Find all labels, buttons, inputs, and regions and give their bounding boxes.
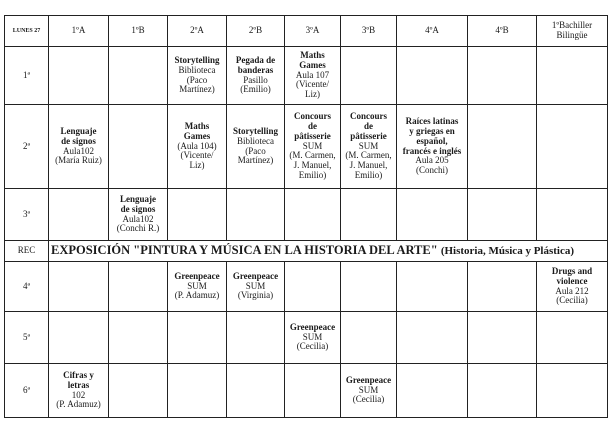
activity-title: Lenguaje xyxy=(60,126,97,137)
group-header-1b: 1ºB xyxy=(109,16,168,47)
cell-empty xyxy=(468,105,537,189)
activity-cell xyxy=(168,47,227,105)
period-row-6 xyxy=(5,364,608,418)
cell-empty xyxy=(109,47,168,105)
cell-empty xyxy=(468,262,537,312)
activity-room: SUM xyxy=(302,140,323,151)
cell-empty xyxy=(468,189,537,241)
cell-empty xyxy=(227,189,285,241)
group-header-4a: 4ºA xyxy=(397,16,468,47)
cell-empty xyxy=(537,47,608,105)
cell-empty xyxy=(397,189,468,241)
activity-cell xyxy=(285,47,341,105)
exhibition-banner xyxy=(49,241,608,262)
activity-teacher: (Vicente/ xyxy=(180,150,214,161)
header-row xyxy=(5,16,608,47)
period-row-2 xyxy=(5,105,608,189)
cell-empty xyxy=(537,189,608,241)
activity-cell xyxy=(49,105,109,189)
activity-room: Aula 107 xyxy=(295,69,330,80)
cell-empty xyxy=(49,312,109,364)
activity-teacher: J. Manuel, xyxy=(349,160,388,171)
activity-title: y griegas en xyxy=(409,126,455,137)
activity-title: Storytelling xyxy=(174,55,220,66)
activity-cell xyxy=(285,105,341,189)
activity-teacher: J. Manuel, xyxy=(293,160,332,171)
cell-empty xyxy=(109,262,168,312)
activity-room: SUM xyxy=(358,140,379,151)
activity-room: Aula102 xyxy=(122,213,154,224)
activity-room: Aula 205 xyxy=(415,155,449,166)
activity-title: letras xyxy=(67,379,90,390)
activity-teacher: (Emilio) xyxy=(240,84,271,95)
cell-empty xyxy=(341,189,397,241)
activity-teacher: (Virginia) xyxy=(237,290,274,301)
activity-teacher: Emilio) xyxy=(354,169,383,180)
period-label: 2ª xyxy=(5,105,49,189)
activity-teacher: Martínez) xyxy=(237,155,274,166)
cell-empty xyxy=(285,364,341,418)
activity-title: Storytelling xyxy=(233,126,278,137)
activity-room: 102 xyxy=(71,389,86,400)
group-header-2b: 2ºB xyxy=(227,16,285,47)
group-header-1a: 1ºA xyxy=(49,16,109,47)
recess-row xyxy=(5,241,608,262)
cell-empty xyxy=(227,364,285,418)
activity-teacher: Liz) xyxy=(305,89,320,100)
activity-teacher: (Conchi R.) xyxy=(116,223,160,234)
group-header-2a: 2ºA xyxy=(168,16,227,47)
activity-title: Lenguaje xyxy=(120,194,156,205)
cell-empty xyxy=(468,364,537,418)
cell-empty xyxy=(168,312,227,364)
activity-cell xyxy=(285,312,341,364)
period-row-4 xyxy=(5,262,608,312)
activity-title: pâtisserie xyxy=(350,130,387,141)
activity-title: Greenpeace xyxy=(345,374,392,385)
group-header-3b: 3ºB xyxy=(341,16,397,47)
activity-cell xyxy=(168,262,227,312)
activity-cell xyxy=(109,189,168,241)
activity-teacher: Martínez) xyxy=(179,84,215,95)
cell-empty xyxy=(468,47,537,105)
period-row-3 xyxy=(5,189,608,241)
group-header-4b: 4ºB xyxy=(468,16,537,47)
schedule-table xyxy=(4,15,608,418)
period-label: 6ª xyxy=(5,364,49,418)
activity-title: Greenpeace xyxy=(232,270,279,281)
period-label: 1ª xyxy=(5,47,49,105)
activity-title: Games xyxy=(299,59,326,70)
activity-title: Raíces latinas xyxy=(405,116,459,127)
activity-title: de xyxy=(308,121,317,132)
cell-empty xyxy=(227,312,285,364)
activity-room: Biblioteca xyxy=(178,64,216,75)
activity-title: Drugs and xyxy=(551,266,593,277)
period-label: 4ª xyxy=(5,262,49,312)
cell-empty xyxy=(397,312,468,364)
activity-teacher: (Paco xyxy=(186,74,208,85)
activity-teacher: (P. Adamuz) xyxy=(174,290,220,301)
period-label: 5ª xyxy=(5,312,49,364)
cell-empty xyxy=(341,262,397,312)
cell-empty xyxy=(537,312,608,364)
activity-title: de signos xyxy=(61,135,96,146)
activity-cell xyxy=(49,364,109,418)
cell-empty xyxy=(537,105,608,189)
activity-teacher: Liz) xyxy=(189,160,205,171)
activity-teacher: (M. Carmen, xyxy=(345,150,392,161)
period-row-1 xyxy=(5,47,608,105)
cell-empty xyxy=(168,364,227,418)
activity-room: SUM xyxy=(358,384,379,395)
activity-room: Pasillo xyxy=(243,74,268,85)
activity-title: español, xyxy=(416,135,448,146)
activity-teacher: (M. Carmen, xyxy=(289,150,336,161)
cell-empty xyxy=(341,47,397,105)
cell-empty xyxy=(397,364,468,418)
cell-empty xyxy=(341,312,397,364)
cell-empty xyxy=(285,189,341,241)
activity-teacher: (Conchi) xyxy=(416,164,448,175)
activity-teacher: (P. Adamuz) xyxy=(56,399,101,410)
activity-cell xyxy=(341,364,397,418)
activity-cell xyxy=(537,262,608,312)
activity-cell xyxy=(397,105,468,189)
activity-title: Cifras y xyxy=(63,370,94,381)
activity-cell xyxy=(227,105,285,189)
activity-title: Concours xyxy=(293,111,331,122)
activity-title: francés e inglés xyxy=(402,145,462,156)
activity-teacher: (Cecilia) xyxy=(352,394,385,405)
cell-empty xyxy=(397,47,468,105)
cell-empty xyxy=(397,262,468,312)
activity-title: de signos xyxy=(120,203,156,214)
activity-title: violence xyxy=(556,275,588,286)
activity-title: Greenpeace xyxy=(289,321,336,332)
activity-cell xyxy=(168,105,227,189)
cell-empty xyxy=(109,312,168,364)
group-header-3a: 3ºA xyxy=(285,16,341,47)
activity-teacher: (María Ruiz) xyxy=(55,155,102,166)
activity-room: SUM xyxy=(302,331,323,342)
activity-teacher: Emilio) xyxy=(298,169,327,180)
period-label: REC xyxy=(5,241,49,262)
activity-teacher: (Paco xyxy=(245,145,266,156)
activity-title: banderas xyxy=(237,64,274,75)
activity-cell xyxy=(341,105,397,189)
activity-room: Aula 212 xyxy=(555,285,589,296)
cell-empty xyxy=(537,364,608,418)
activity-cell xyxy=(227,47,285,105)
cell-empty xyxy=(285,262,341,312)
day-label: LUNES 27 xyxy=(5,16,49,47)
exhibition-departments: (Historia, Música y Plástica) xyxy=(440,245,575,258)
activity-title: Concours xyxy=(349,111,387,122)
activity-title: Maths xyxy=(184,121,210,132)
cell-empty xyxy=(468,312,537,364)
activity-room: Biblioteca xyxy=(237,135,274,146)
activity-title: Greenpeace xyxy=(174,270,220,281)
activity-teacher: (Vicente/ xyxy=(296,79,329,90)
activity-title: Games xyxy=(183,130,211,141)
activity-room: SUM xyxy=(187,280,207,291)
cell-empty xyxy=(168,189,227,241)
period-row-5 xyxy=(5,312,608,364)
cell-empty xyxy=(109,105,168,189)
activity-cell xyxy=(227,262,285,312)
activity-room: Aula102 xyxy=(63,145,94,156)
cell-empty xyxy=(49,189,109,241)
activity-room: SUM xyxy=(245,280,266,291)
activity-title: Pegada de xyxy=(235,55,276,66)
activity-teacher: (Cecilia) xyxy=(296,341,329,352)
activity-teacher: (Cecilia) xyxy=(556,295,588,306)
exhibition-title: EXPOSICIÓN "PINTURA Y MÚSICA EN LA HISTORIA DEL ARTE" xyxy=(51,243,438,258)
cell-empty xyxy=(49,47,109,105)
group-header-bachiller: 1ºBachiller Bilingüe xyxy=(537,16,608,47)
activity-title: pâtisserie xyxy=(294,130,331,141)
cell-empty xyxy=(49,262,109,312)
activity-title: Maths xyxy=(300,50,325,61)
activity-title: de xyxy=(364,121,373,132)
period-label: 3ª xyxy=(5,189,49,241)
cell-empty xyxy=(109,364,168,418)
activity-room: (Aula 104) xyxy=(177,140,217,151)
